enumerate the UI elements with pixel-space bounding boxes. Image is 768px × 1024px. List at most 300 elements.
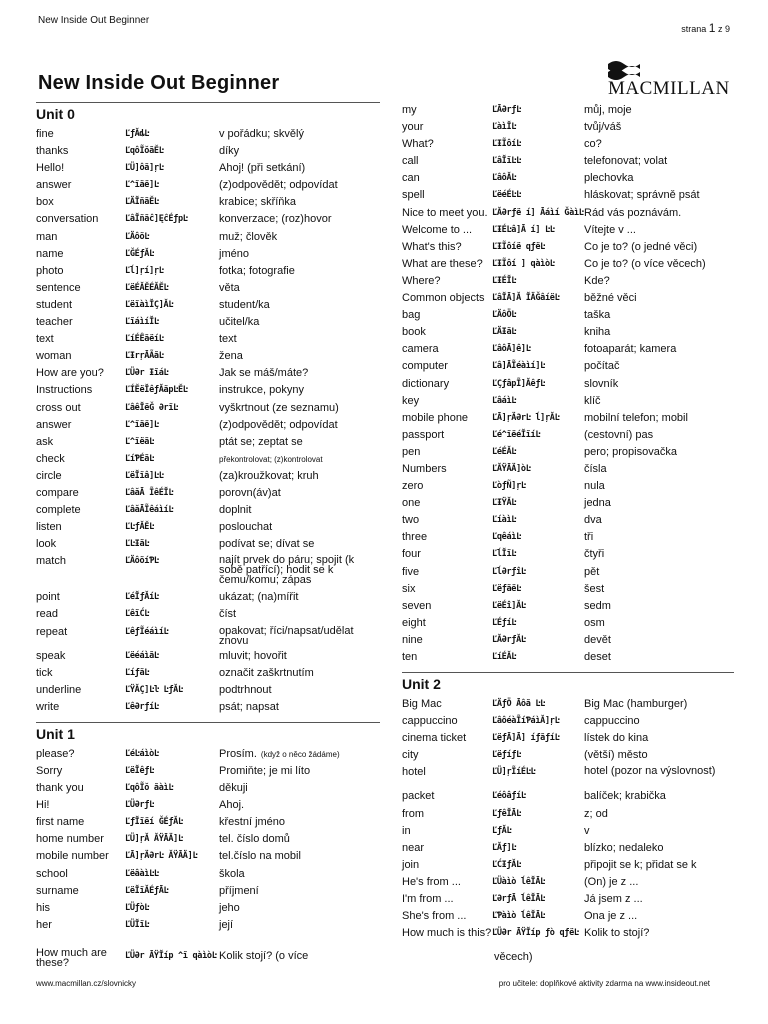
czech-text: pero; propisovačka — [584, 445, 677, 458]
publisher-logo: MACMILLAN — [608, 78, 730, 99]
czech-text: děkuji — [219, 782, 248, 795]
czech-text: Vítejte v ... — [584, 223, 636, 236]
phonetic-transcription: Ľĺ]ŗí]ŗĿ — [125, 265, 164, 276]
czech-text: tvůj/váš — [584, 121, 622, 134]
czech-text: Ona je z ... — [584, 910, 638, 923]
vocab-row — [36, 519, 380, 536]
czech-translation — [584, 187, 734, 204]
phonetic-transcription: ĽíÉÊãëíĿ — [125, 334, 164, 345]
phonetic-transcription: ĽÜ]ôã]ŗĿ — [125, 163, 164, 174]
czech-translation — [584, 376, 734, 393]
vocab-row — [402, 119, 734, 136]
vocab-row — [402, 857, 734, 874]
vocab-row — [36, 763, 380, 780]
vocab-row — [36, 536, 380, 553]
czech-text: deset — [584, 651, 611, 663]
czech-translation — [584, 324, 734, 341]
phonetic-transcription: ĽƗÉĿâ]Ā í] ĿĿ — [492, 224, 555, 235]
czech-text: taška — [584, 309, 611, 322]
czech-translation — [584, 598, 734, 615]
phonetic-transcription: ĽÍĚëĬêƒĂãpĿĚĿ — [125, 385, 188, 396]
czech-translation — [219, 553, 380, 589]
czech-text: Promiňte; je mi líto — [219, 765, 311, 777]
english-word: compare — [36, 486, 79, 499]
phonetic-transcription: ĽƗĨôíĿ — [492, 139, 521, 150]
czech-translation — [219, 246, 380, 263]
vocab-row — [402, 874, 734, 891]
english-word: tick — [36, 666, 53, 679]
vocab-row — [402, 891, 734, 908]
czech-text: Ahoj! (při setkání) — [219, 162, 306, 175]
vocab-row — [36, 502, 380, 519]
czech-text: jedna — [584, 497, 611, 510]
czech-translation — [584, 512, 734, 529]
czech-text: plechovka — [584, 172, 634, 185]
english-word: student — [36, 298, 73, 311]
czech-translation — [219, 648, 380, 665]
english-word: How are you? — [36, 367, 104, 380]
english-word: Numbers — [402, 462, 447, 475]
phonetic-transcription: Ľ^ĩëãĿ — [125, 436, 154, 447]
english-word: thank you — [36, 782, 84, 795]
czech-text: šest — [584, 582, 605, 595]
vocab-row — [402, 632, 734, 649]
czech-text: v — [584, 824, 590, 837]
czech-text: učitel/ka — [219, 316, 260, 329]
vocab-row — [36, 900, 380, 917]
english-word: woman — [36, 350, 72, 363]
czech-text: (za)kroužkovat; kruh — [219, 469, 319, 482]
english-word: please? — [36, 747, 75, 760]
czech-text: označit zaškrtnutím — [219, 666, 314, 679]
czech-text: Já jsem z ... — [584, 893, 643, 906]
czech-translation — [219, 229, 380, 246]
czech-text: doplnit — [219, 504, 252, 517]
english-word: eight — [402, 616, 426, 629]
english-word: zero — [402, 480, 424, 493]
czech-translation — [584, 222, 734, 239]
czech-text: (z)odpovědět; odpovídat — [219, 418, 338, 431]
czech-text: Prosím. — [219, 747, 257, 760]
english-word: bag — [402, 309, 421, 322]
phonetic-transcription: ĽĿƒĂĚĿ — [125, 522, 154, 533]
phonetic-transcription: ĽÜ]ŗĨíÉĿĿ — [492, 767, 536, 778]
english-word: Welcome to ... — [402, 223, 473, 236]
phonetic-transcription: Ľ^ĩäë]Ŀ — [125, 180, 159, 191]
vocab-row — [402, 512, 734, 529]
phonetic-transcription: ĽâĬĀ]Ă ĬÄĞâíëĿ — [492, 293, 560, 304]
phonetic-transcription: ĽëƒíƒĿ — [492, 750, 521, 761]
czech-text: poslouchat — [219, 521, 273, 534]
english-word: underline — [36, 683, 82, 696]
english-word: Sorry — [36, 765, 63, 777]
english-word: computer — [402, 360, 448, 373]
czech-text: mobilní telefon; mobil — [584, 411, 688, 424]
czech-translation — [584, 256, 734, 273]
english-word: first name — [36, 816, 85, 829]
czech-translation — [584, 119, 734, 136]
english-word: What? — [402, 138, 434, 151]
page-of: z 9 — [717, 24, 730, 34]
vocab-row — [402, 222, 734, 239]
page-label: strana — [681, 24, 707, 34]
czech-translation — [219, 848, 380, 865]
english-word: can — [402, 172, 420, 185]
english-word: pen — [402, 445, 421, 458]
czech-text: tel.číslo na mobil — [219, 850, 301, 863]
phonetic-transcription: ĽâôéàĨíƤáìĂ]ŗĿ — [492, 716, 560, 727]
phonetic-transcription: ĽíƤÉãĿ — [125, 453, 154, 464]
czech-text: číst — [219, 608, 237, 621]
czech-text: věta — [219, 281, 240, 294]
english-word: name — [36, 247, 64, 260]
vocab-row — [36, 177, 380, 194]
english-word: ten — [402, 651, 418, 663]
english-word: conversation — [36, 213, 99, 226]
vocab-row — [36, 948, 380, 968]
vocab-row — [36, 831, 380, 848]
czech-text: psát; napsat — [219, 700, 279, 713]
english-word: surname — [36, 884, 79, 897]
czech-translation — [584, 495, 734, 512]
phonetic-transcription: ĽéÉĂĿ — [492, 446, 517, 457]
english-word: answer — [36, 179, 72, 192]
phonetic-transcription: ĽÜ]ŗĂ ĂŸĀÄ]Ŀ — [125, 834, 183, 845]
footer-note: pro učitele: doplňkové aktivity zdarma na www.insideout.net — [498, 979, 710, 988]
czech-translation — [584, 478, 734, 495]
english-word: circle — [36, 469, 62, 482]
english-word: passport — [402, 428, 445, 441]
vocab-row — [36, 485, 380, 502]
czech-translation — [584, 857, 734, 874]
czech-translation — [219, 831, 380, 848]
phonetic-transcription: ĽĂŸĀÄ]òĿ — [492, 463, 531, 474]
czech-text: připojit se k; přidat se k — [584, 858, 697, 871]
czech-text: křestní jméno — [219, 816, 286, 829]
english-word: Hi! — [36, 799, 50, 812]
unit-heading: Unit 1 — [36, 722, 380, 744]
vocab-row — [402, 102, 734, 119]
phonetic-transcription: Ľâ]ĀĨéàìí]Ŀ — [492, 361, 545, 372]
phonetic-transcription: ĽĿƗãĿ — [125, 539, 150, 550]
czech-translation — [584, 102, 734, 119]
vocab-row — [36, 331, 380, 348]
vocab-row — [36, 434, 380, 451]
czech-text: její — [219, 918, 234, 931]
czech-translation — [584, 615, 734, 632]
czech-text: počítač — [584, 360, 620, 373]
phonetic-transcription: ĽĩáìíĬĿ — [125, 317, 159, 328]
phonetic-transcription: ĽíÉĂĿ — [492, 652, 517, 662]
vocab-row — [36, 451, 380, 468]
czech-translation — [219, 763, 380, 780]
czech-translation — [219, 699, 380, 716]
phonetic-transcription: ĽŸĂÇ]Ŀŀ ĿƒĂĿ — [125, 684, 183, 695]
phonetic-transcription: ĽĞÉƒĂĿ — [125, 248, 154, 259]
phonetic-transcription: ĽƒĬĩëí ĞÉƒĂĿ — [125, 817, 183, 828]
english-word: call — [402, 155, 419, 168]
czech-translation — [219, 814, 380, 831]
phonetic-transcription: Ľé^ĩëéĬĩíĿ — [492, 429, 541, 440]
english-word: I'm from ... — [402, 893, 454, 906]
phonetic-transcription: ĽÜƏr ĀŸĬíp ^ĩ qàìòĿ — [125, 950, 217, 961]
czech-translation — [219, 948, 380, 968]
czech-translation — [219, 589, 380, 606]
phonetic-transcription: ĽâĬñãĉ]ĘĉÉƒpĿ — [125, 214, 188, 225]
czech-translation — [584, 891, 734, 908]
czech-text: fotka; fotografie — [219, 264, 295, 277]
czech-translation — [584, 874, 734, 891]
vocab-row — [402, 290, 734, 307]
page-number: 1 — [708, 21, 716, 35]
czech-text: tel. číslo domů — [219, 833, 290, 846]
czech-text: (On) je z ... — [584, 875, 639, 888]
czech-translation — [584, 290, 734, 307]
czech-translation — [584, 444, 734, 461]
english-word: What's this? — [402, 240, 462, 253]
phonetic-transcription: ĽòƒÑ]ŗĿ — [492, 481, 526, 492]
vocab-row — [36, 814, 380, 831]
english-word: book — [402, 326, 426, 339]
phonetic-transcription: ĽĆƗƒĂĿ — [492, 859, 521, 870]
english-word: hotel — [402, 766, 426, 779]
english-word: He's from ... — [402, 875, 461, 888]
english-word: ask — [36, 435, 54, 448]
czech-text: překontrolovat; (z)kontrolovat — [219, 454, 323, 464]
czech-translation — [584, 564, 734, 581]
english-word: How much are these? — [36, 946, 107, 969]
english-word: six — [402, 582, 416, 595]
czech-translation — [584, 205, 734, 222]
phonetic-transcription: ĽêƏrƒíĿ — [125, 701, 159, 712]
czech-translation — [584, 427, 734, 444]
phonetic-transcription: ĽÉƒíĿ — [492, 617, 517, 628]
czech-translation — [219, 485, 380, 502]
english-word: from — [402, 807, 424, 820]
english-word: write — [36, 700, 60, 713]
english-word: man — [36, 230, 58, 243]
vocab-row — [402, 764, 734, 788]
vocab-row — [402, 256, 734, 273]
czech-translation — [584, 461, 734, 478]
czech-text: hláskovat; správně psát — [584, 189, 700, 202]
vocab-row — [402, 187, 734, 204]
phonetic-transcription: ĽqôĨŏ ãàìĿ — [125, 783, 174, 794]
phonetic-transcription: ĽíƒãĿ — [125, 667, 150, 678]
czech-translation — [219, 519, 380, 536]
english-word: box — [36, 196, 54, 209]
vocab-row — [402, 598, 734, 615]
vocab-row — [402, 136, 734, 153]
unit-heading: Unit 2 — [402, 672, 734, 694]
czech-text: Ahoj. — [219, 799, 245, 812]
czech-translation — [219, 143, 380, 160]
czech-text: jeho — [219, 901, 240, 914]
english-word: Common objects — [402, 292, 485, 305]
vocab-row — [402, 649, 734, 666]
czech-text: text — [219, 333, 237, 346]
czech-text: blízko; nedaleko — [584, 841, 664, 854]
phonetic-transcription: ĽëÉî]ĂĿ — [492, 600, 526, 611]
czech-text: telefonovat; volat — [584, 155, 668, 168]
czech-translation — [584, 581, 734, 598]
czech-text: (z)odpovědět; odpovídat — [219, 179, 338, 192]
phonetic-transcription: Ľ^ĩäë]Ŀ — [125, 419, 159, 430]
czech-translation — [219, 746, 380, 763]
czech-translation — [584, 341, 734, 358]
czech-text: čtyři — [584, 548, 605, 561]
czech-translation — [584, 713, 734, 730]
phonetic-transcription: ĽéĿáìòĿ — [125, 748, 159, 759]
vocab-row — [402, 546, 734, 563]
english-word: How much is this? — [402, 927, 492, 940]
czech-translation — [584, 393, 734, 410]
english-word: cinema ticket — [402, 732, 467, 745]
czech-translation — [584, 410, 734, 427]
czech-text: slovník — [584, 377, 619, 390]
vocab-row — [402, 444, 734, 461]
english-word: Big Mac — [402, 698, 442, 711]
vocab-row — [402, 747, 734, 764]
english-word: join — [402, 858, 420, 871]
phonetic-transcription: ĽëéáìãĿ — [125, 650, 159, 661]
phonetic-transcription: ĽíàìĿ — [492, 515, 517, 526]
czech-text: podívat se; dívat se — [219, 538, 315, 551]
phonetic-transcription: ĽëĬêƒĿ — [125, 766, 154, 776]
header-doc-title: New Inside Out Beginner — [38, 15, 150, 26]
vocab-row — [36, 246, 380, 263]
czech-text: muž; člověk — [219, 230, 278, 243]
czech-translation — [219, 126, 380, 143]
czech-translation — [219, 314, 380, 331]
vocab-row — [402, 307, 734, 324]
phonetic-transcription: ĽÇƒâpĨ]ĂêƒĿ — [492, 378, 545, 389]
czech-text: Big Mac (hamburger) — [584, 698, 688, 711]
czech-text: cappuccino — [584, 715, 640, 728]
phonetic-transcription: ĽƒêĬĀĿ — [492, 808, 521, 819]
phonetic-transcription: ĽéôâƒíĿ — [492, 791, 526, 802]
vocab-row — [402, 205, 734, 222]
vocab-row — [402, 239, 734, 256]
vocab-row — [402, 529, 734, 546]
czech-translation — [584, 806, 734, 823]
vocab-row — [36, 211, 380, 228]
unit-heading: Unit 0 — [36, 102, 380, 124]
czech-translation — [584, 170, 734, 187]
footer-url[interactable]: www.macmillan.cz/slovnicky — [36, 979, 137, 988]
english-word: Instructions — [36, 384, 93, 397]
vocab-row — [402, 495, 734, 512]
czech-text: klíč — [584, 394, 601, 407]
czech-text: můj, moje — [584, 104, 632, 116]
vocab-row — [36, 365, 380, 382]
vocab-row — [36, 126, 380, 143]
english-word: speak — [36, 649, 66, 662]
czech-text: osm — [584, 616, 605, 629]
phonetic-transcription: ĽâáìĿ — [492, 395, 517, 406]
english-word: match — [36, 555, 66, 568]
english-word: your — [402, 121, 424, 134]
phonetic-transcription: ĽâăĀ ĨêÉĬĿ — [125, 487, 174, 498]
czech-text: hotel (pozor na výslovnost) — [584, 765, 716, 778]
czech-translation — [219, 194, 380, 211]
english-word: Nice to meet you. — [402, 206, 488, 219]
vocab-row — [36, 780, 380, 797]
phonetic-transcription: ĽĂƒ]Ŀ — [492, 842, 517, 853]
english-word: text — [36, 333, 54, 346]
czech-text: Kde? — [584, 274, 610, 287]
english-word: teacher — [36, 316, 73, 329]
english-word: one — [402, 497, 421, 510]
czech-translation — [219, 624, 380, 648]
czech-text: krabice; skříňka — [219, 196, 297, 209]
vocab-row — [36, 263, 380, 280]
phonetic-transcription: ĽëƒãëĿ — [492, 583, 521, 594]
czech-text: lístek do kina — [584, 732, 649, 745]
continuation-text: věcech) — [494, 951, 533, 963]
czech-translation — [219, 665, 380, 682]
czech-text: balíček; krabička — [584, 790, 666, 803]
czech-translation — [219, 866, 380, 883]
czech-translation — [219, 177, 380, 194]
czech-text: ukázat; (na)mířit — [219, 591, 299, 604]
english-word: camera — [402, 343, 439, 356]
vocab-row — [402, 806, 734, 823]
english-word: point — [36, 591, 60, 604]
english-word: key — [402, 394, 420, 407]
phonetic-transcription: ĽÄƒÖ Āôã ĿĿ — [492, 699, 545, 710]
english-word: three — [402, 531, 428, 544]
english-word: complete — [36, 504, 81, 517]
phonetic-transcription: ĽÜƏr ĀŸĬíp ƒò qƒëĿ — [492, 928, 579, 939]
vocab-row — [36, 143, 380, 160]
phonetic-transcription: ĽàìĬĿ — [492, 122, 517, 133]
czech-translation — [219, 780, 380, 797]
phonetic-transcription: ĽƗĨôíë qƒëĿ — [492, 241, 545, 252]
vocab-row — [402, 376, 734, 393]
vocab-row — [36, 648, 380, 665]
czech-translation — [219, 365, 380, 382]
english-word: listen — [36, 521, 62, 534]
english-word: in — [402, 824, 411, 837]
vocab-row — [36, 400, 380, 417]
english-word: She's from ... — [402, 910, 467, 923]
czech-text: v pořádku; skvělý — [219, 128, 304, 140]
phonetic-transcription: ĽĀ]ŗÄƏrĿ ĂŸĀÄ]Ŀ — [125, 851, 198, 862]
english-word: cross out — [36, 401, 81, 414]
english-word: packet — [402, 790, 435, 803]
vocab-row — [36, 866, 380, 883]
czech-text: opakovat; říci/napsat/udělat znovu — [219, 624, 354, 647]
phonetic-transcription: ĽÜƏr ƗĩáĿ — [125, 368, 169, 379]
czech-text: Co je to? (o více věcech) — [584, 257, 706, 270]
phonetic-transcription: ĽâêĬëĞ ƏrĩĿ — [125, 402, 178, 413]
vocab-row — [402, 410, 734, 427]
czech-translation — [584, 696, 734, 713]
vocab-row — [402, 273, 734, 290]
czech-translation — [219, 331, 380, 348]
vocab-row — [402, 696, 734, 713]
czech-translation — [219, 606, 380, 623]
vocab-row — [402, 324, 734, 341]
czech-translation — [584, 908, 734, 925]
czech-text: devět — [584, 633, 611, 646]
vocab-row — [402, 713, 734, 730]
phonetic-transcription: ĽâăĀĨêáìíĿ — [125, 505, 174, 516]
czech-text: běžné věci — [584, 292, 637, 305]
english-word: my — [402, 104, 417, 116]
vocab-row — [402, 615, 734, 632]
